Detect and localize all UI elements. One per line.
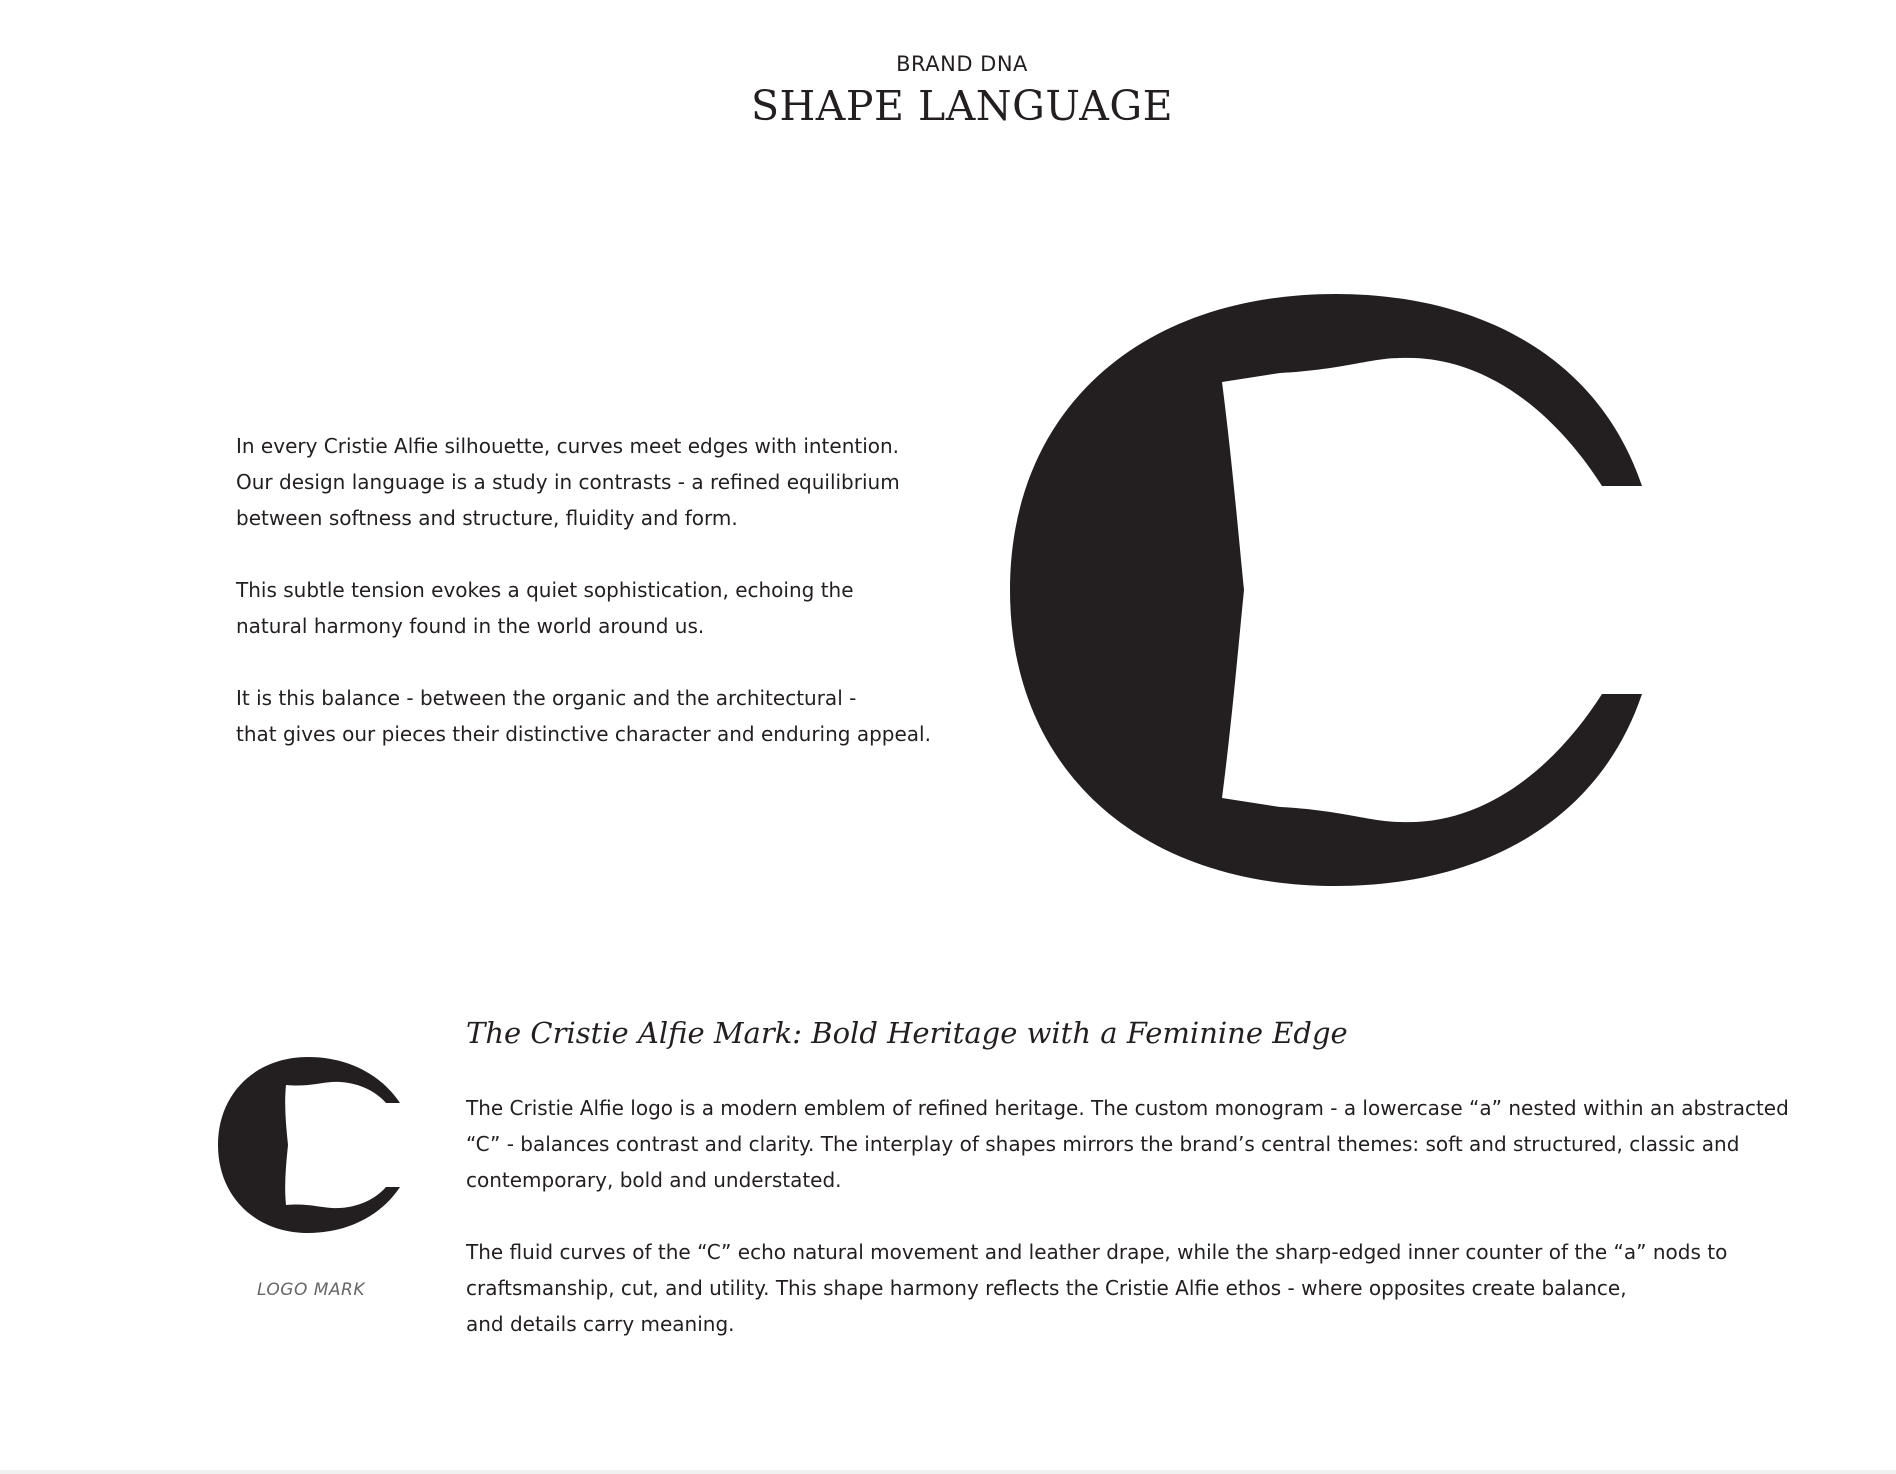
section-kicker: BRAND DNA <box>896 52 1028 76</box>
mark-heading: The Cristie Alfie Mark: Bold Heritage with a Feminine Edge <box>466 1016 1348 1050</box>
page-title: SHAPE LANGUAGE <box>750 82 1174 130</box>
intro-text <box>236 428 956 788</box>
intro-paragraph: This subtle tension evokes a quiet sophistication, echoing the natural harmony found in the world around us. <box>236 578 854 638</box>
logo-caption: LOGO MARK <box>256 1280 366 1300</box>
cristie-alfie-monogram-icon <box>216 1055 406 1235</box>
mark-paragraph: The fluid curves of the “C” echo natural movement and leather drape, while the sharp-edged inner counter of the “a” nods to craftsmanship, cut, and utility. This shape harmony reflects the Cristie Alfie ethos - where opposites create balance, and details carry meaning. <box>466 1240 1728 1336</box>
large-c-shape-icon <box>1000 290 1660 890</box>
intro-paragraph: In every Cristie Alfie silhouette, curves meet edges with intention. Our design language is a study in contrasts - a refined equilibrium between softness and structure, fluidity and form. <box>236 434 900 530</box>
intro-paragraph: It is this balance - between the organic and the architectural - that gives our pieces their distinctive character and enduring appeal. <box>236 686 931 746</box>
svg-text:a: a <box>281 1084 359 1223</box>
page-bottom-divider <box>0 1470 1896 1474</box>
mark-paragraph: The Cristie Alfie logo is a modern emblem of refined heritage. The custom monogram - a lowercase “a” nested within an abstracted “C” - balances contrast and clarity. The interplay of shapes mirrors the brand’s central themes: soft and structured, classic and contemporary, bold and understated. <box>466 1096 1789 1192</box>
mark-description <box>466 1090 1846 1378</box>
